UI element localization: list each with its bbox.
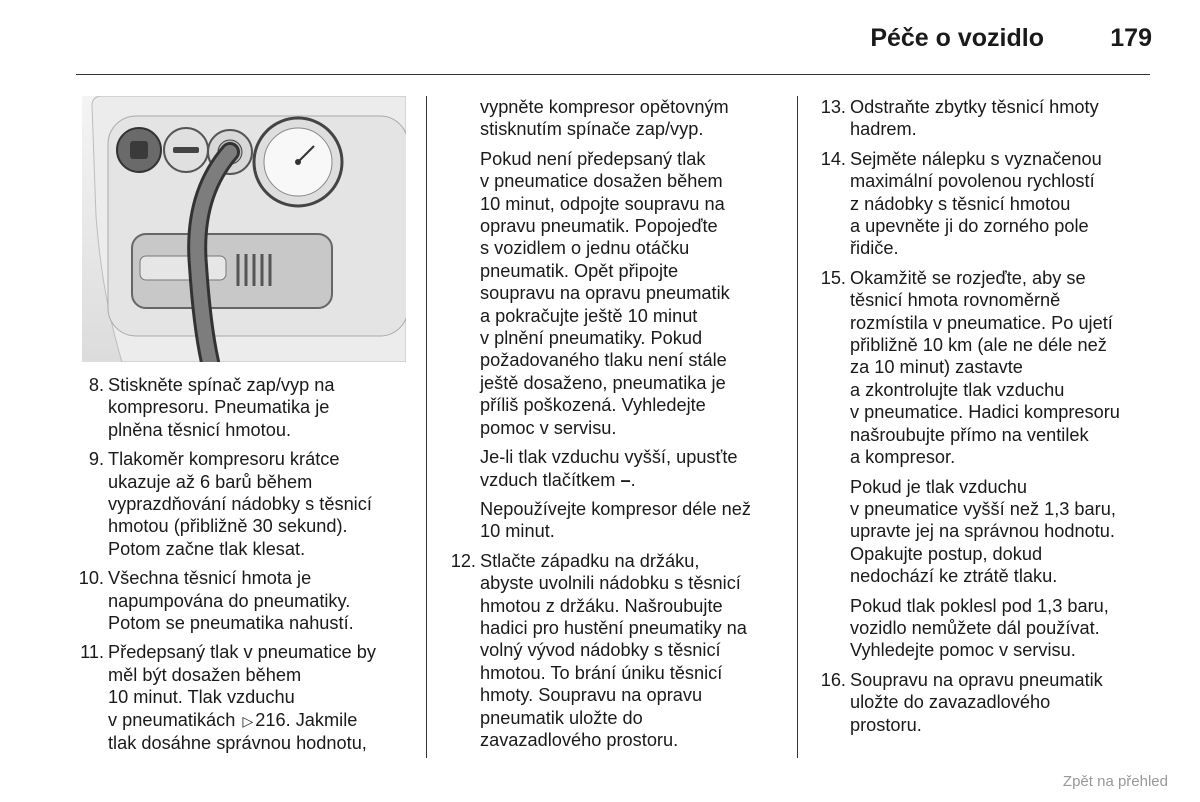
- text-line: Potom se pneumatika nahustí.: [108, 613, 354, 634]
- text-line: v plnění pneumatiky. Pokud: [480, 328, 703, 349]
- text-line: Pokud není předepsaný tlak: [480, 148, 706, 169]
- text-line: z nádobky s těsnicí hmotou: [850, 193, 1071, 214]
- text-line: hmotou z držáku. Našroubujte: [480, 595, 723, 616]
- list-item-9: [76, 448, 376, 560]
- text-line: a pokračujte ještě 10 minut: [480, 305, 698, 326]
- text-line: Nepoužívejte kompresor déle než: [480, 498, 751, 519]
- header-rule: [76, 74, 1150, 75]
- text-line: rozmístila v pneumatice. Po ujetí: [850, 312, 1113, 333]
- text-line: našroubujte přímo na ventilek: [850, 424, 1089, 445]
- text-line: 10 minut.: [480, 521, 555, 542]
- text-line: hadici pro hustění pneumatiky na: [480, 617, 747, 638]
- item-number: 13.: [820, 97, 846, 117]
- back-to-overview-link[interactable]: Zpět na přehled: [1062, 773, 1168, 790]
- page-reference-link[interactable]: 216: [255, 709, 286, 730]
- text-line: uložte do zavazadlového: [850, 692, 1051, 713]
- list-item-16: [818, 669, 1120, 736]
- text-line: .: [630, 469, 636, 490]
- text-line: soupravu na opravu pneumatik: [480, 283, 730, 304]
- text-line: pneumatik. Opět připojte: [480, 260, 679, 281]
- list-item-10: [76, 567, 376, 634]
- text-line: 10 minut, odpojte soupravu na: [480, 193, 725, 214]
- text-line: ještě dosaženo, pneumatika je: [480, 372, 726, 393]
- text-line: abyste uvolnili nádobku s těsnicí: [480, 573, 741, 594]
- text-line: a upevněte ji do zorného pole: [850, 216, 1089, 237]
- text-line: Odstraňte zbytky těsnicí hmoty: [850, 97, 1099, 117]
- text-line: těsnicí hmota rovnoměrně: [850, 290, 1061, 311]
- page-reference-arrow-icon[interactable]: ▷: [242, 712, 254, 729]
- text-line: Pokud tlak poklesl pod 1,3 baru,: [850, 595, 1109, 616]
- text-line: v pneumatice vyšší než 1,3 baru,: [850, 498, 1116, 519]
- text-line: hmoty. Soupravu na opravu: [480, 685, 703, 706]
- text-line: maximální povolenou rychlostí: [850, 171, 1095, 192]
- text-line: Je-li tlak vzduchu vyšší, upusťte: [480, 447, 738, 468]
- paragraph-release-air: [448, 446, 751, 491]
- text-line: v pneumatice. Hadici kompresoru: [850, 402, 1120, 423]
- text-line: a zkontrolujte tlak vzduchu: [850, 379, 1065, 400]
- text-line: za 10 minut) zastavte: [850, 357, 1023, 378]
- text-line: vzduch tlačítkem: [480, 469, 616, 490]
- text-line: vyprazdňování nádobky s těsnicí: [108, 494, 372, 515]
- text-line: napumpována do pneumatiky.: [108, 590, 351, 611]
- list-item-11: [76, 641, 376, 754]
- text-line: řidiče.: [850, 238, 899, 259]
- text-line: volný vývod nádobky s těsnicí: [480, 640, 721, 661]
- text-line: vypněte kompresor opětovným: [480, 97, 729, 117]
- text-line: Všechna těsnicí hmota je: [108, 568, 312, 589]
- item-number: 12.: [450, 550, 476, 571]
- text-line: kompresoru. Pneumatika je: [108, 397, 330, 418]
- text-line: přibližně 10 km (ale ne déle než: [850, 335, 1107, 356]
- text-line: měl být dosažen během: [108, 664, 302, 685]
- paragraph-pressure-too-high: [818, 476, 1120, 588]
- text-line: upravte jej na správnou hodnotu.: [850, 521, 1115, 542]
- text-line: hmotou. To brání úniku těsnicí: [480, 662, 723, 683]
- text-line: vozidlo nemůžete dál používat.: [850, 617, 1100, 638]
- text-line: Vyhledejte pomoc v servisu.: [850, 640, 1076, 661]
- compressor-illustration: [82, 96, 406, 362]
- item-number: 8.: [88, 375, 104, 395]
- paragraph-pressure-too-low: [818, 595, 1120, 662]
- paragraph-max-time: [448, 498, 751, 543]
- item-number: 10.: [78, 568, 104, 589]
- item-number: 14.: [820, 148, 846, 169]
- column-2: [448, 96, 751, 758]
- text-line: Předepsaný tlak v pneumatice by: [108, 642, 376, 663]
- text-line: v pneumatice dosažen během: [480, 171, 723, 192]
- column-3: [818, 96, 1120, 743]
- list-item-12: [448, 550, 751, 752]
- text-line: prostoru.: [850, 714, 922, 735]
- text-line: Stlačte západku na držáku,: [480, 550, 700, 571]
- column-divider-1: [426, 96, 427, 758]
- text-line: pneumatik uložte do: [480, 707, 643, 728]
- list-item-13: [818, 96, 1120, 141]
- text-line: 10 minut. Tlak vzduchu: [108, 687, 295, 708]
- item-number: 15.: [820, 267, 846, 288]
- paragraph-pressure-not-reached: [448, 148, 751, 439]
- column-1: [76, 374, 376, 762]
- list-item-14: [818, 148, 1120, 260]
- text-line: pomoc v servisu.: [480, 417, 617, 438]
- list-item-8: [76, 374, 376, 441]
- text-line: Pokud je tlak vzduchu: [850, 476, 1027, 497]
- text-line: Stiskněte spínač zap/vyp na: [108, 375, 335, 395]
- column-divider-2: [797, 96, 798, 758]
- text-line: s vozidlem o jednu otáčku: [480, 238, 690, 259]
- minus-button-symbol: –: [620, 469, 631, 490]
- text-line: příliš poškozená. Vyhledejte: [480, 395, 706, 416]
- text-line: stisknutím spínače zap/vyp.: [480, 119, 704, 140]
- page-title: Péče o vozidlo: [870, 24, 1044, 52]
- text-line: opravu pneumatik. Popojeďte: [480, 216, 718, 237]
- text-line: v pneumatikách: [108, 709, 236, 730]
- item-number: 11.: [80, 642, 104, 663]
- item-number: 9.: [88, 449, 104, 470]
- item-number: 16.: [820, 669, 846, 690]
- text-line: požadovaného tlaku není stále: [480, 350, 727, 371]
- text-line: Sejměte nálepku s vyznačenou: [850, 148, 1102, 169]
- text-line: Okamžitě se rozjeďte, aby se: [850, 267, 1086, 288]
- text-line: hadrem.: [850, 119, 917, 140]
- text-line: Soupravu na opravu pneumatik: [850, 669, 1103, 690]
- text-line: tlak dosáhne správnou hodnotu,: [108, 733, 367, 754]
- text-line: plněna těsnicí hmotou.: [108, 419, 292, 440]
- text-line: zavazadlového prostoru.: [480, 729, 679, 750]
- text-line: nedochází ke ztrátě tlaku.: [850, 566, 1058, 587]
- text-line: ukazuje až 6 barů během: [108, 471, 313, 492]
- text-line: a kompresor.: [850, 447, 956, 468]
- text-line: Potom začne tlak klesat.: [108, 538, 306, 559]
- item-11-continuation: [448, 96, 751, 141]
- text-line: hmotou (přibližně 30 sekund).: [108, 516, 348, 537]
- page-number: 179: [1110, 24, 1152, 52]
- text-line: . Jakmile: [285, 709, 358, 730]
- text-line: Tlakoměr kompresoru krátce: [108, 449, 340, 470]
- text-line: Opakujte postup, dokud: [850, 543, 1043, 564]
- list-item-15: [818, 267, 1120, 469]
